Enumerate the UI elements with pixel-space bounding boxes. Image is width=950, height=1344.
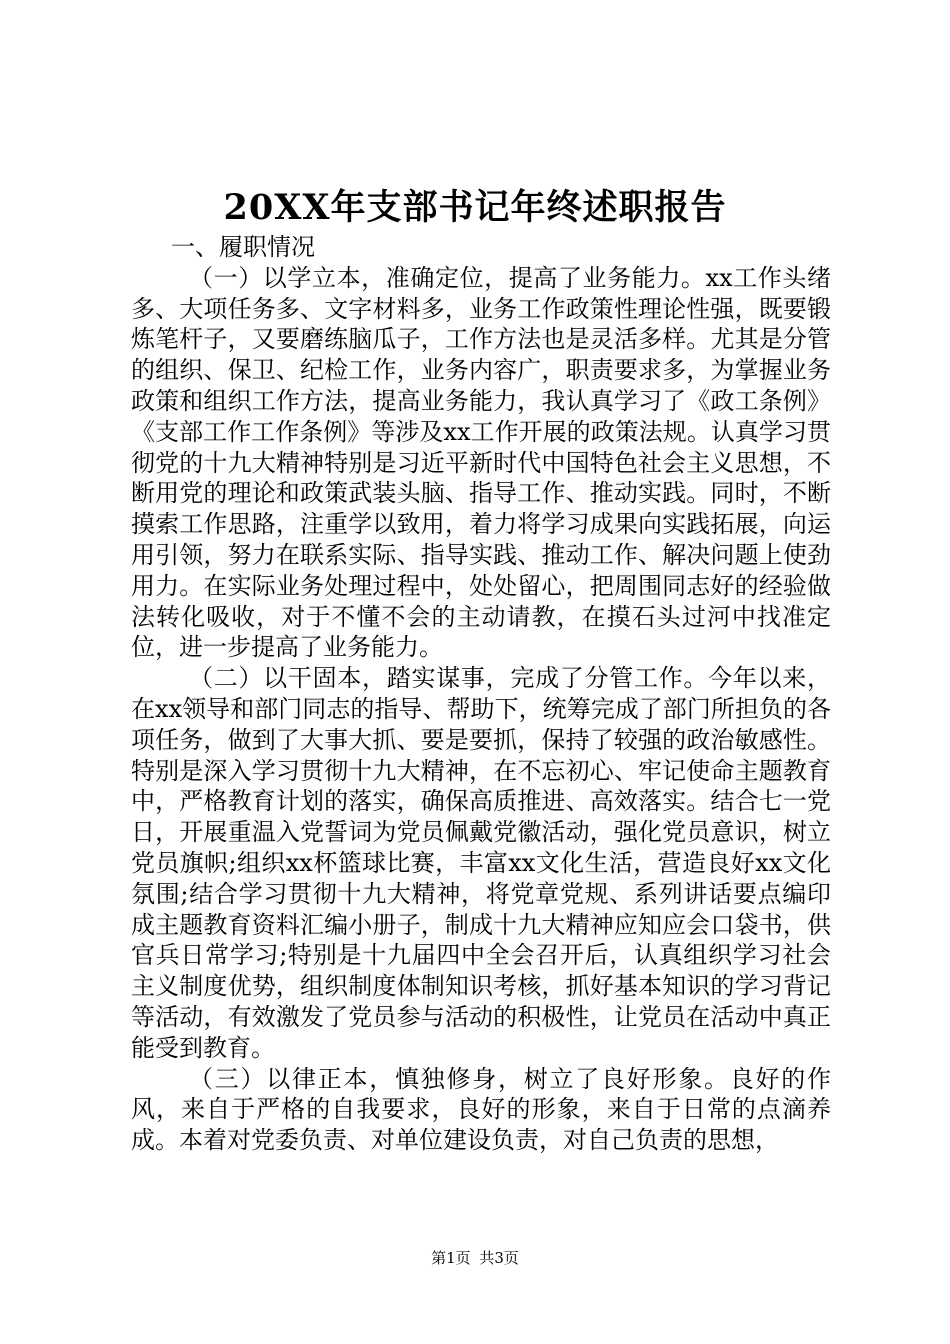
paragraph-1: （一）以学立本，准确定位，提高了业务能力。xx工作头绪多、大项任务多、文字材料多，业务工作政策性理论性强，既要锻炼笔杆子，又要磨练脑瓜子，工作方法也是灵活多样。尤其是分管的组织、保卫、纪检工作，业务内容广，职责要求多，为掌握业务政策和组织工作方法，提高业务能力，我认真学习了《政工条例》《支部工作工作条例》等涉及xx工作开展的政策法规。认真学习贯彻党的十九大精神特别是习近平新时代中国特色社会主义思想，不断用党的理论和政策武装头脑、指导工作、推动实践。同时，不断摸索工作思路，注重学以致用，着力将学习成果向实践拓展，向运用引领，努力在联系实际、指导实践、推动工作、解决问题上使劲用力。在实际业务处理过程中，处处留心，把周围同志好的经验做法转化吸收，对于不懂不会的主动请教，在摸石头过河中找准定位，进一步提高了业务能力。: [131, 263, 831, 662]
paragraph-2: （二）以干固本，踏实谋事，完成了分管工作。今年以来，在xx领导和部门同志的指导、帮助下，统筹完成了部门所担负的各项任务，做到了大事大抓、要是要抓，保持了较强的政治敏感性。特别是深入学习贯彻十九大精神，在不忘初心、牢记使命主题教育中，严格教育计划的落实，确保高质推进、高效落实。结合七一党日，开展重温入党誓词为党员佩戴党徽活动，强化党员意识，树立党员旗帜;组织xx杯篮球比赛，丰富xx文化生活，营造良好xx文化氛围;结合学习贯彻十九大精神，将党章党规、系列讲话要点编印成主题教育资料汇编小册子，制成十九大精神应知应会口袋书，供官兵日常学习;特别是十九届四中全会召开后，认真组织学习社会主义制度优势，组织制度体制知识考核，抓好基本知识的学习背记等活动，有效激发了党员参与活动的积极性，让党员在活动中真正能受到教育。: [131, 664, 831, 1062]
document-body: [131, 232, 831, 1156]
page-footer: 第1页 共3页: [431, 1249, 519, 1267]
section-heading: 一、履职情况: [171, 233, 315, 261]
paragraph-3: （三）以律正本，慎独修身，树立了良好形象。良好的作风，来自于严格的自我要求，良好的形象，来自于日常的点滴养成。本着对党委负责、对单位建设负责，对自己负责的思想，: [131, 1064, 831, 1155]
page-title: 20XX年支部书记年终述职报告: [223, 187, 727, 228]
